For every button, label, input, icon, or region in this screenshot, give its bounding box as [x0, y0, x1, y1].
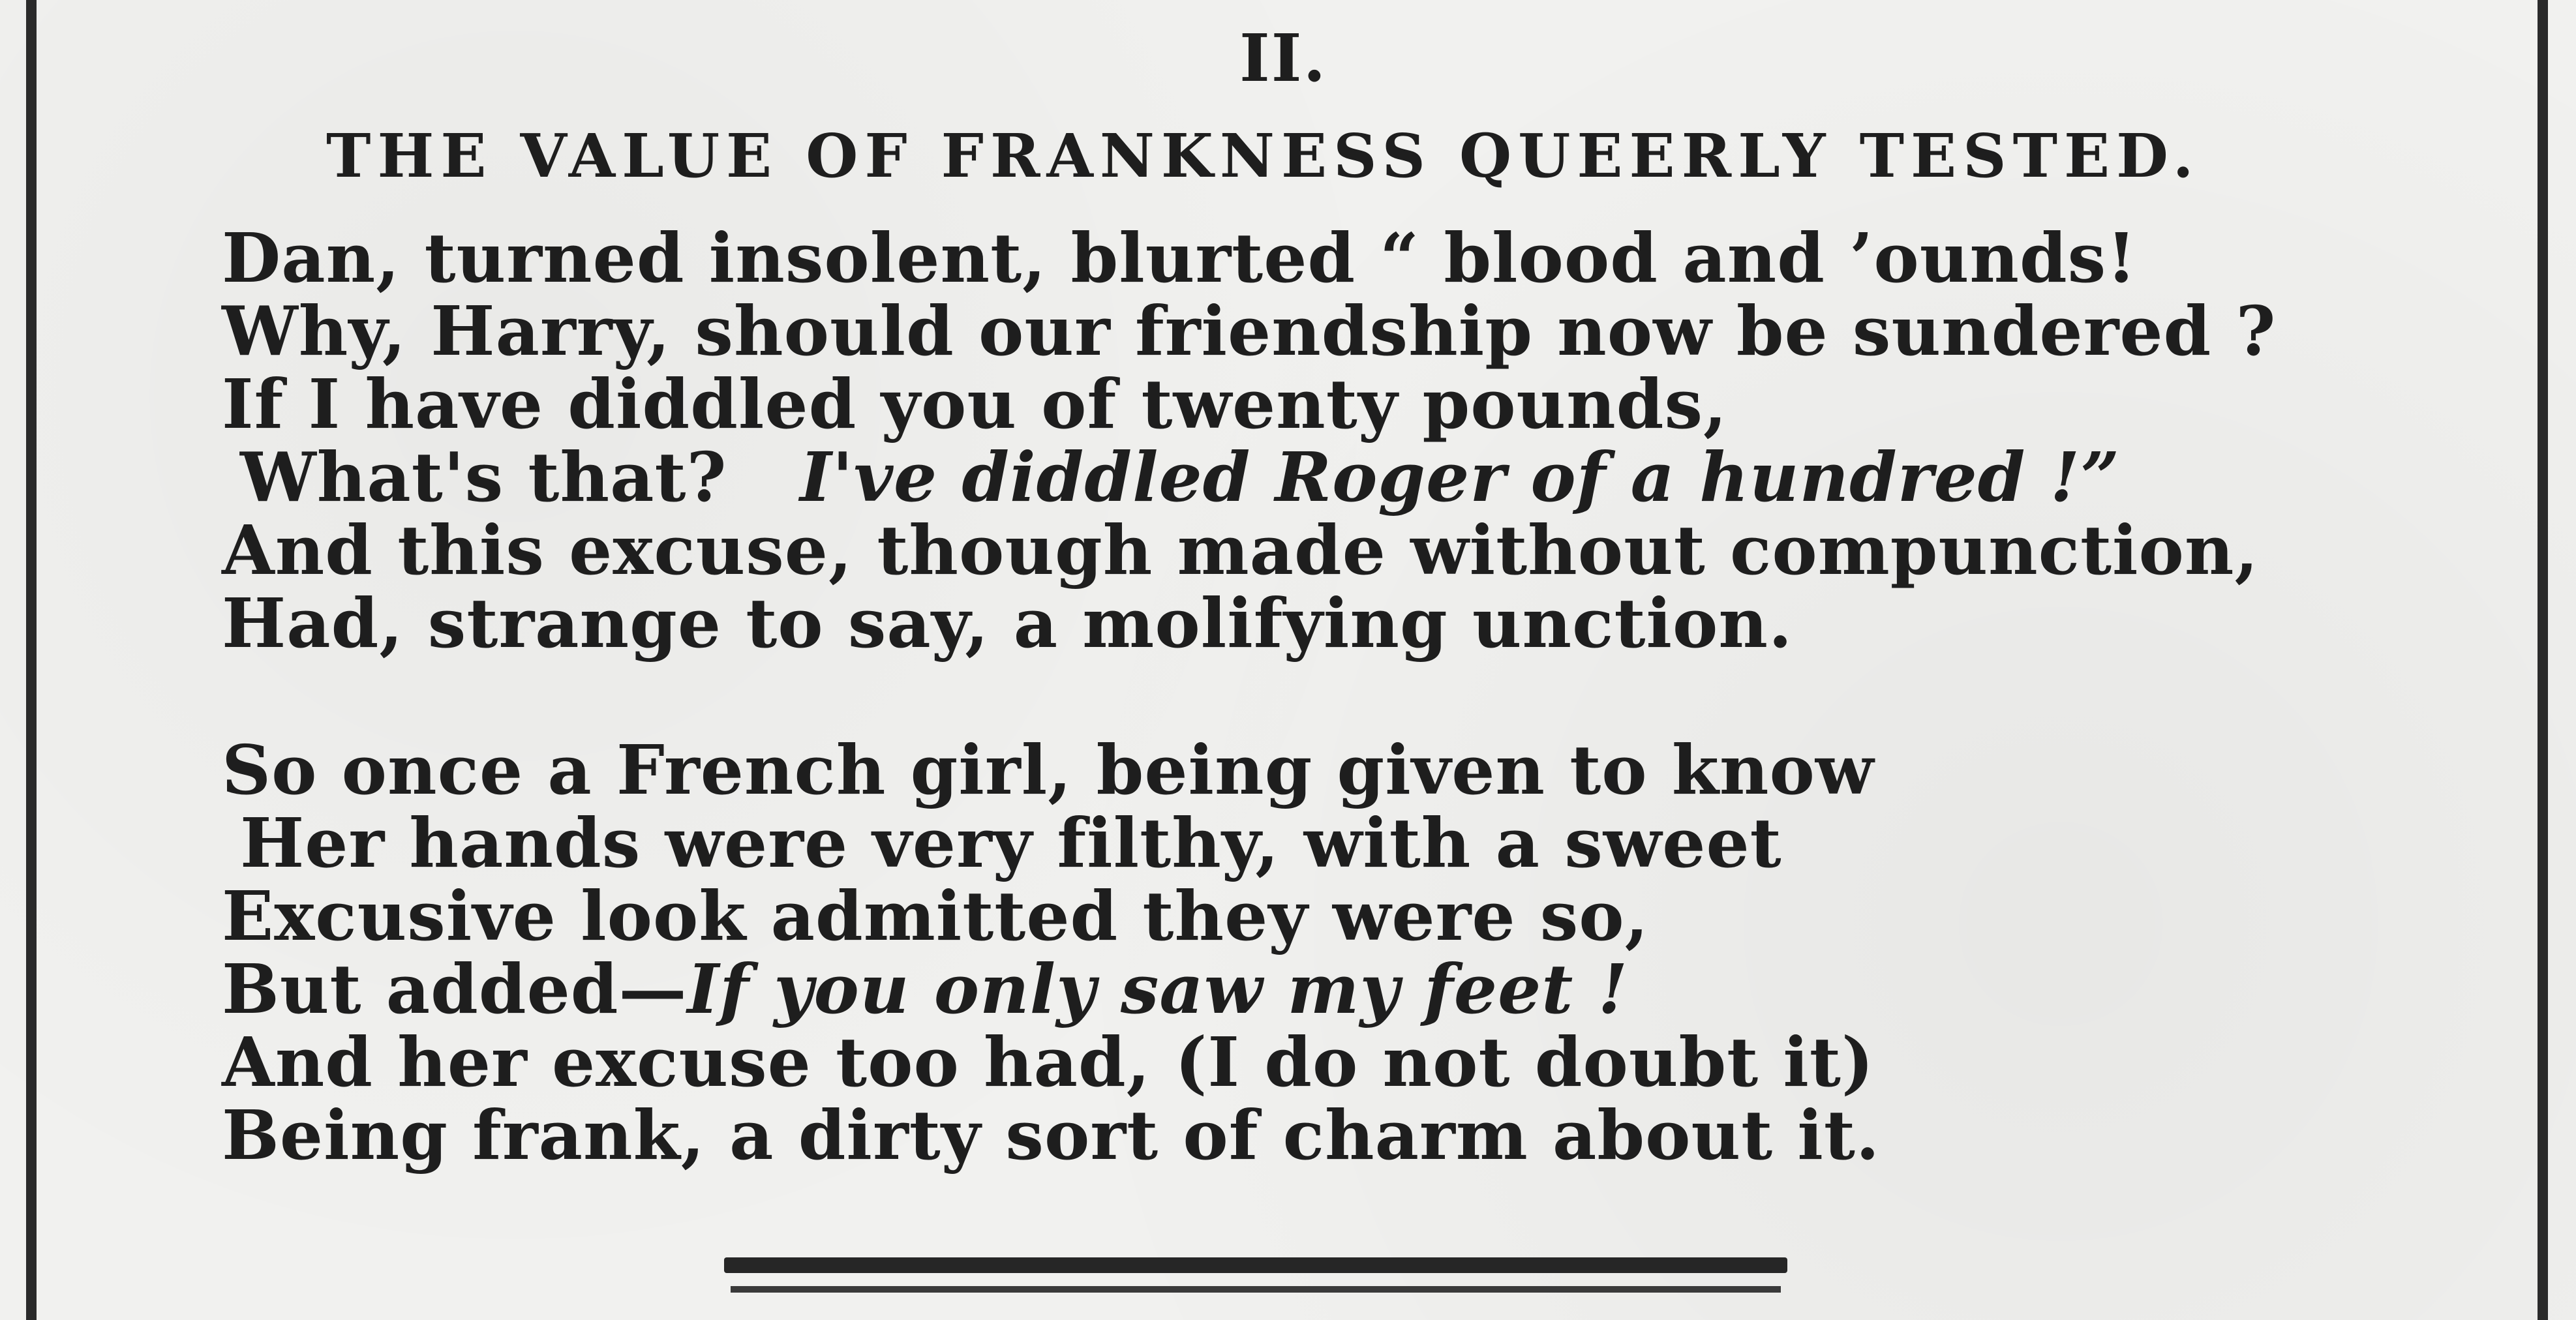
left-border-rule	[26, 0, 37, 1320]
stanza-line: Why, Harry, should our friendship now be sundered ?	[222, 291, 2277, 371]
poem-title: THE VALUE OF FRANKNESS QUEERLY TESTED.	[326, 121, 2200, 191]
stanza-line: Her hands were very filthy, with a sweet	[240, 803, 1782, 883]
section-numeral: II.	[1239, 20, 1327, 97]
stanza-1	[222, 218, 2277, 663]
stanza-2	[222, 730, 1881, 1175]
italic-quote: I've diddled Roger of a hundred !”	[800, 437, 2121, 517]
stanza-line: So once a French girl, being given to know	[222, 730, 1875, 810]
closing-rule-thick	[724, 1257, 1787, 1273]
stanza-line: If I have diddled you of twenty pounds,	[222, 364, 1728, 444]
stanza-line: What's that? I've diddled Roger of a hundred !”	[240, 437, 2121, 517]
closing-rule-thin	[731, 1286, 1781, 1293]
stanza-line: Dan, turned insolent, blurted “ blood and ’ounds!	[222, 218, 2137, 298]
stanza-line: And her excuse too had, (I do not doubt it)	[222, 1022, 1875, 1102]
stanza-line: And this excuse, though made without compunction,	[222, 510, 2259, 590]
stanza-line: Being frank, a dirty sort of charm about it.	[222, 1095, 1881, 1175]
right-border-rule	[2538, 0, 2548, 1320]
stanza-line: Had, strange to say, a molifying unction.	[222, 583, 1793, 663]
stanza-line: But added—If you only saw my feet !	[222, 949, 1629, 1029]
stanza-line: Excusive look admitted they were so,	[222, 876, 1649, 956]
italic-quote: If you only saw my feet !	[687, 949, 1629, 1029]
